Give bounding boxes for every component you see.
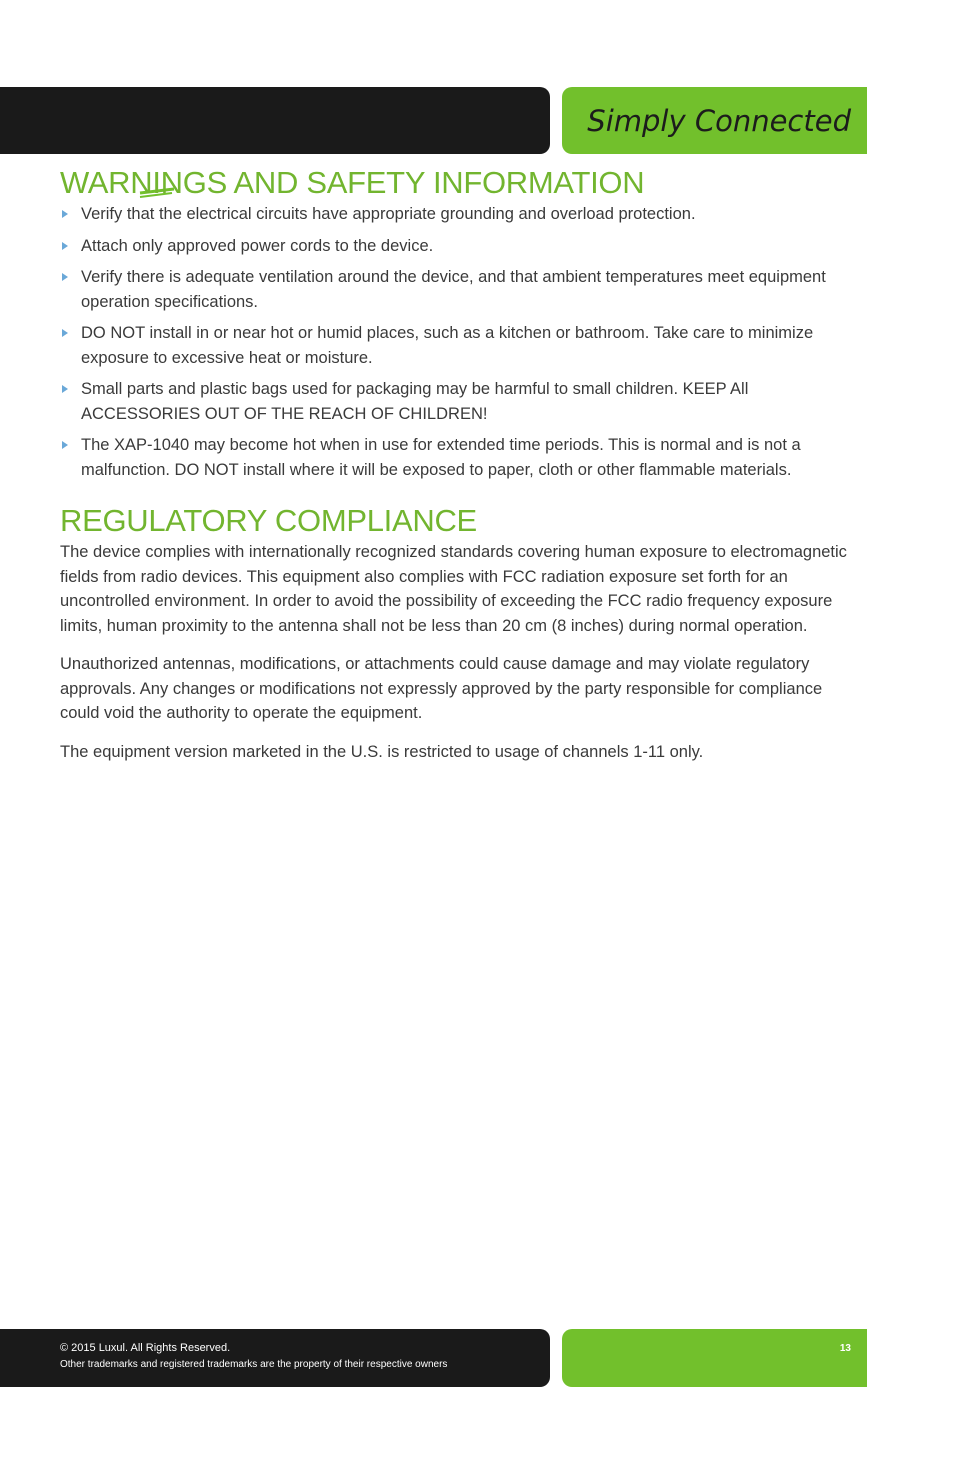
list-item <box>60 433 860 482</box>
copyright-text: © 2015 Luxul. All Rights Reserved. <box>60 1342 231 1354</box>
regulatory-paragraph: Unauthorized antennas, modifications, or attachments could cause damage and may violate regulatory approvals. Any changes or modifications not expressly approved by the party responsible for compliance could void the authority to operate the equipment. <box>60 655 823 722</box>
tagline: Simply Connected <box>587 104 851 138</box>
footer-bar <box>0 1329 550 1387</box>
header-bar <box>0 87 550 154</box>
tagline-bar <box>562 87 867 154</box>
triangle-bullet-icon <box>62 242 68 250</box>
triangle-bullet-icon <box>62 385 68 393</box>
regulatory-heading: REGULATORY COMPLIANCE <box>60 503 477 538</box>
list-item-text: DO NOT install in or near hot or humid places, such as a kitchen or bathroom. Take care to minimize exposure to excessive heat or moisture. <box>81 324 814 367</box>
page-number: 13 <box>839 1343 851 1354</box>
list-item <box>60 234 860 259</box>
warnings-list <box>60 202 860 482</box>
list-item-text: Verify that the electrical circuits have appropriate grounding and overload protection. <box>81 205 696 223</box>
triangle-bullet-icon <box>62 441 68 449</box>
list-item-text: The XAP-1040 may become hot when in use for extended time periods. This is normal and is not a malfunction. DO NOT install where it will be exposed to paper, cloth or other flammable materials. <box>81 436 801 479</box>
regulatory-section <box>60 502 860 764</box>
triangle-bullet-icon <box>62 210 68 218</box>
list-item <box>60 202 860 227</box>
main-content <box>60 164 860 778</box>
trademark-text: Other trademarks and registered trademarks are the property of their respective owners <box>60 1359 448 1370</box>
list-item <box>60 377 860 426</box>
list-item <box>60 265 860 314</box>
regulatory-paragraph: The equipment version marketed in the U.S. is restricted to usage of channels 1-11 only. <box>60 742 704 761</box>
list-item-text: Verify there is adequate ventilation around the device, and that ambient temperatures meet equipment operation specifications. <box>81 268 826 311</box>
warnings-heading: WARNINGS AND SAFETY INFORMATION <box>60 165 645 200</box>
list-item-text: Small parts and plastic bags used for packaging may be harmful to small children. KEEP All ACCESSORIES OUT OF THE REACH OF CHILDREN! <box>81 380 749 423</box>
page-number-bar <box>562 1329 867 1387</box>
triangle-bullet-icon <box>62 329 68 337</box>
list-item-text: Attach only approved power cords to the device. <box>81 236 434 255</box>
triangle-bullet-icon <box>62 273 68 281</box>
regulatory-paragraph: The device complies with internationally recognized standards covering human exposure to electromagnetic fields from radio devices. This equipment also complies with FCC radiation exposure set forth for an uncontrolled environment. In order to avoid the possibility of exceeding the FCC radio frequency exposure limits, human proximity to the antenna shall not be less than 20 cm (8 inches) during normal operation. <box>60 543 847 635</box>
list-item <box>60 321 860 370</box>
